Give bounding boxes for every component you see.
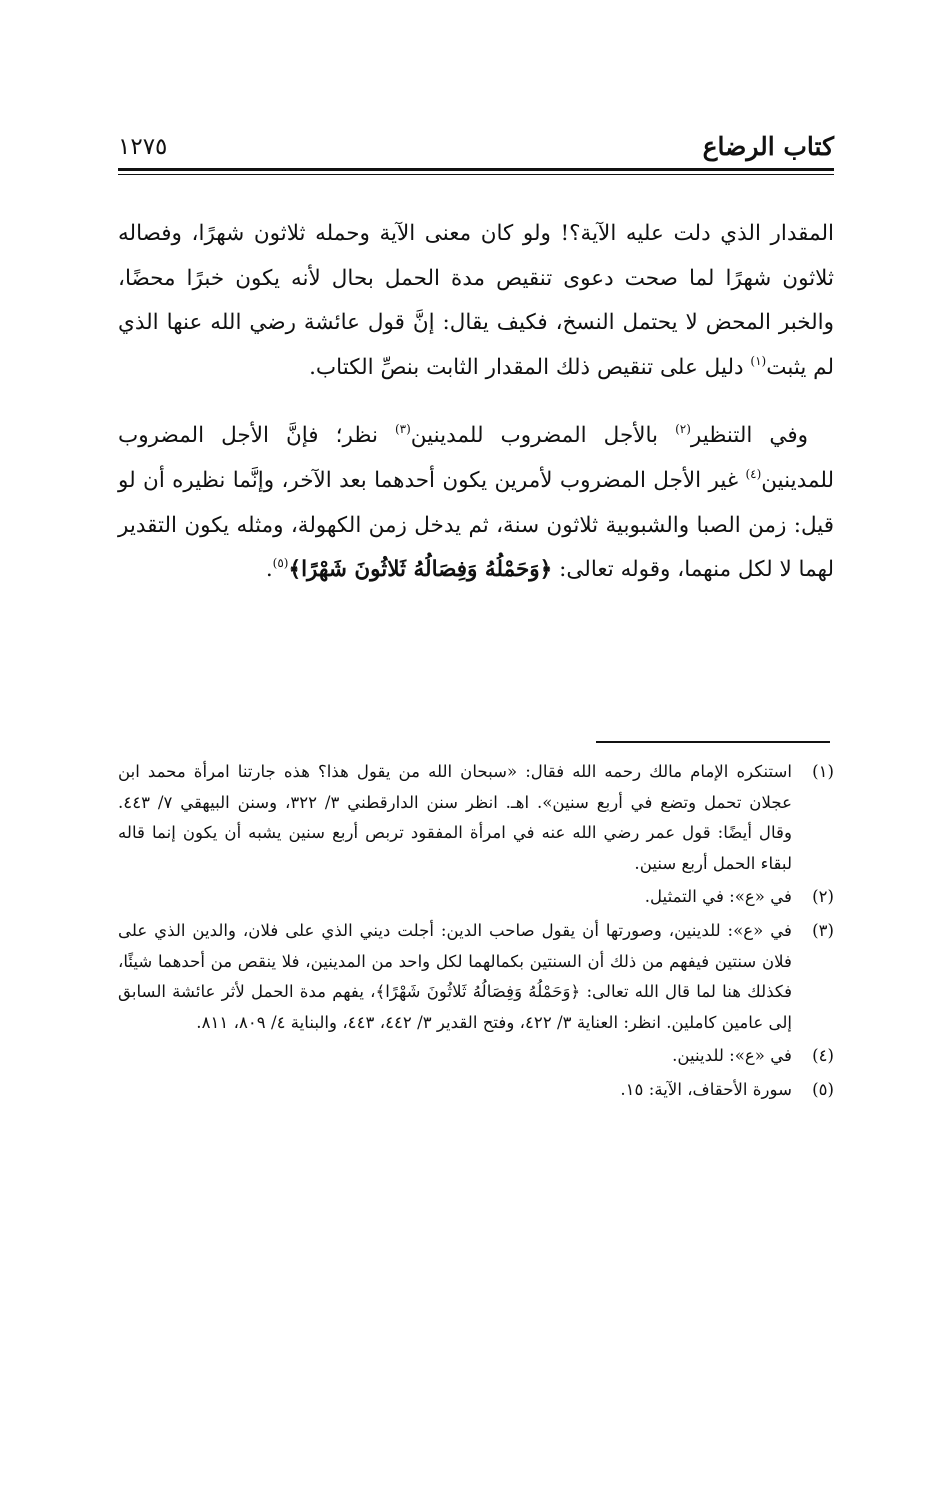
footnote-5 [118,1075,834,1106]
footnote-1 [118,757,834,879]
footnote-number: (٣) [812,920,834,940]
footnote-ref-4: (٤) [745,466,762,481]
footnote-number: (٢) [812,887,834,907]
footnote-text: في «ع»: في التمثيل. [644,887,792,907]
footnote-text: في «ع»: للدينين، وصورتها أن يقول صاحب الدين: أجلت ديني الذي على فلان، والدين الذي على فلان سنتين فيفهم من ذلك أن السنتين بكمالهما لكل واحد من المدينين، فلا ينقص من أحدهما شيئًا، فكذلك هنا لما قال الله تعالى: ﴿وَحَمْلُهُ وَفِصَالُهُ ثَلاثُونَ شَهْرًا﴾، يفهم مدة الحمل لأثر عائشة السابق إلى عامين كاملين. انظر: العناية ٣/ ٤٢٢، وفتح القدير ٣/ ٤٤٢، ٤٤٣، والبناية ٤/ ٨٠٩، ٨١١. [118,920,792,1032]
page-number: ١٢٧٥ [118,134,168,160]
p2-text-d: غير الأجل المضروب لأمرين يكون أحدهما بعد الآخر، وإنَّما نظيره أن لو قيل: زمن الصبا والشبوبية ثلاثون سنة، ثم يدخل زمن الكهولة، ومثله يكون التقدير لهما لا لكل منهما، وقوله تعالى: [118,467,834,583]
footnotes [118,757,834,1106]
footnote-3 [118,916,834,1038]
footnote-text: سورة الأحقاف، الآية: ١٥. [620,1079,792,1099]
header-rule-thick [118,168,834,171]
p1-text-b: دليل على تنقيص ذلك المقدار الثابت بنصِّ الكتاب. [309,354,751,380]
header-rule-thin [118,174,834,175]
quran-verse: ﴿وَحَمْلُهُ وَفِصَالُهُ ثَلاثُونَ شَهْرًا﴾ [288,557,553,583]
p2-text-a: وفي التنظير [690,423,808,449]
paragraph-2 [118,414,834,592]
footnote-text: في «ع»: للدينين. [672,1046,792,1066]
footnote-4 [118,1041,834,1072]
footnote-ref-1: (١) [750,353,767,368]
footnote-number: (١) [812,762,834,781]
footnote-number: (٥) [812,1079,834,1099]
footnote-2 [118,882,834,913]
p1-text-a: المقدار الذي دلت عليه الآية؟! ولو كان معنى الآية وحمله ثلاثون شهرًا، وفصاله ثلاثون شهرًا لما صحت دعوى تنقيص مدة الحمل بحال لأنه يكون خبرًا محضًا، والخبر المحض لا يحتمل النسخ، فكيف يقال: إنَّ قول عائشة رضي الله عنها الذي لم يثبت [118,221,834,380]
main-text [118,212,834,593]
p2-text-e: . [265,557,273,583]
p2-text-c: نظر؛ فإنَّ الأجل المضروب للمدينين [118,423,834,493]
footnote-ref-2: (٢) [675,422,691,437]
running-title: كتاب الرضاع [702,132,834,161]
p2-text-b: بالأجل المضروب للمدينين [410,423,676,449]
footnote-separator [596,741,830,743]
footnote-ref-3: (٣) [394,422,411,437]
page-header [118,118,834,162]
footnote-number: (٤) [812,1046,834,1066]
footnote-ref-5: (٥) [272,556,289,571]
footnote-text: استنكره الإمام مالك رحمه الله فقال: «سبحان الله من يقول هذا؟ هذه جارتنا امرأة محمد ابن عجلان تحمل وتضع في أربع سنين». اهـ. انظر سنن الدارقطني ٣/ ٣٢٢، وسنن البيهقي ٧/ ٤٤٣. وقال أيضًا: قول عمر رضي الله عنه في امرأة المفقود تربص أربع سنين يشبه أن يكون إنما قاله لبقاء الحمل أربع سنين. [118,762,792,873]
paragraph-1 [118,212,834,390]
